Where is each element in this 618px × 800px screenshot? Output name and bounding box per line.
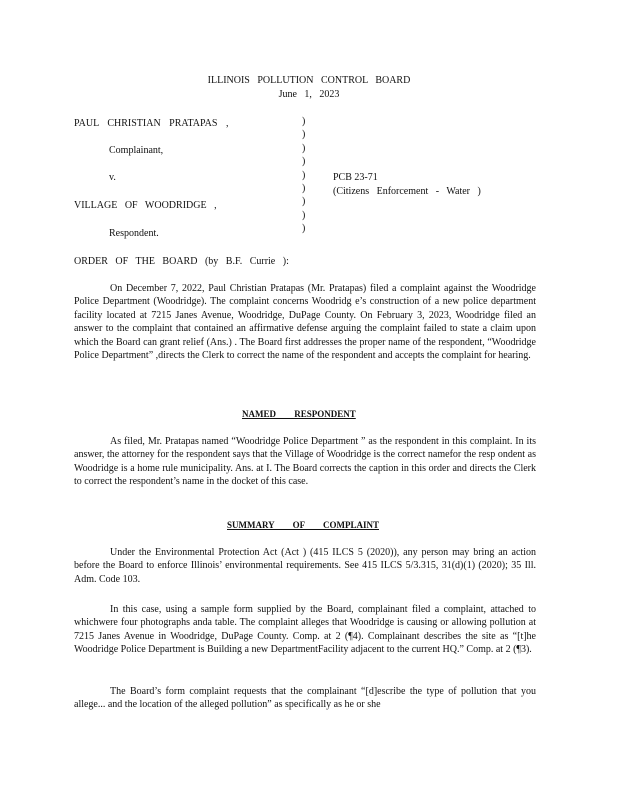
versus-label: v. [109,172,116,183]
paragraph-2: As filed, Mr. Pratapas named “Woodridge Police Department ” as the respondent in this complaint. In its answer, the attorney for the respondent says that the Village of Woodridge is the correct namefor the resp ondent as Woodridge is a home rule municipality. Ans. at I. The Board corrects the caption in this order and directs the Clerk to correct the respondent’s name in the docket of this case. [74,436,536,488]
paren-mark: ) [302,142,306,154]
paren-mark: ) [302,156,306,168]
caption-parenthesis-column [302,115,305,236]
order-date: June 1, 2023 [278,89,340,100]
paren-mark: ) [302,223,306,235]
heading-named-respondent: NAMED RESPONDENT [242,409,356,419]
paren-mark: ) [302,116,306,127]
case-number: PCB 23-71 [333,172,378,183]
complainant-name: PAUL CHRISTIAN PRATAPAS , [74,118,229,129]
paragraph-1: On December 7, 2022, Paul Christian Pratapas (Mr. Pratapas) filed a complaint against the Woodridge Police Department (Woodridge). The complaint concerns Woodridg e’s construction of a new police department facility located at 7215 Janes Avenue, Woodridge, DuPage County. On February 3, 2023, Woodridge filed an answer to the complaint that contained an affirmative defense arguing the complaint failed to state a claim upon which the Board can grant relief (Ans.) . The Board first addresses the proper name of the respondent, “Woodridge Police Department” ,directs the Clerk to correct the name of the respondent and accepts the complaint for hearing. [74,283,536,362]
paragraph-4: In this case, using a sample form supplied by the Board, complainant filed a complaint, attached to whichwere four photographs anda table. The complaint alleges that Woodridge is causing or allowing pollution at 7215 Janes Avenue in Woodridge, DuPage County. Comp. at 2 (¶4). Complainant describes the site as “[t]he Woodridge Police Department is Building a new DepartmentFacility adjacent to the current HQ.” Comp. at 2 (¶3). [74,604,536,656]
paren-mark: ) [302,129,306,141]
complainant-label: Complainant, [109,145,164,156]
case-type: (Citizens Enforcement - Water ) [333,186,481,197]
agency-title: ILLINOIS POLLUTION CONTROL BOARD [207,75,411,86]
respondent-name: VILLAGE OF WOODRIDGE , [74,200,217,211]
paragraph-5: The Board’s form complaint requests that the complainant “[d]escribe the type of pollution that you allege... and the location of the alleged pollution” as specifically as he or she [74,686,536,711]
paren-mark: ) [302,209,306,221]
paragraph-3: Under the Environmental Protection Act (Act ) (415 ILCS 5 (2020)), any person may bring an action before the Board to enforce Illinois’ environmental requirements. See 415 ILCS 5/3.315, 31(d)(1) (2020); 35 Ill. Adm. Code 103. [74,547,536,585]
paren-mark: ) [302,182,306,194]
order-line: ORDER OF THE BOARD (by B.F. Currie ): [74,256,289,267]
paren-mark: ) [302,169,306,181]
respondent-label: Respondent. [109,228,159,239]
paren-mark: ) [302,196,306,208]
heading-summary-of-complaint: SUMMARY OF COMPLAINT [227,520,380,530]
